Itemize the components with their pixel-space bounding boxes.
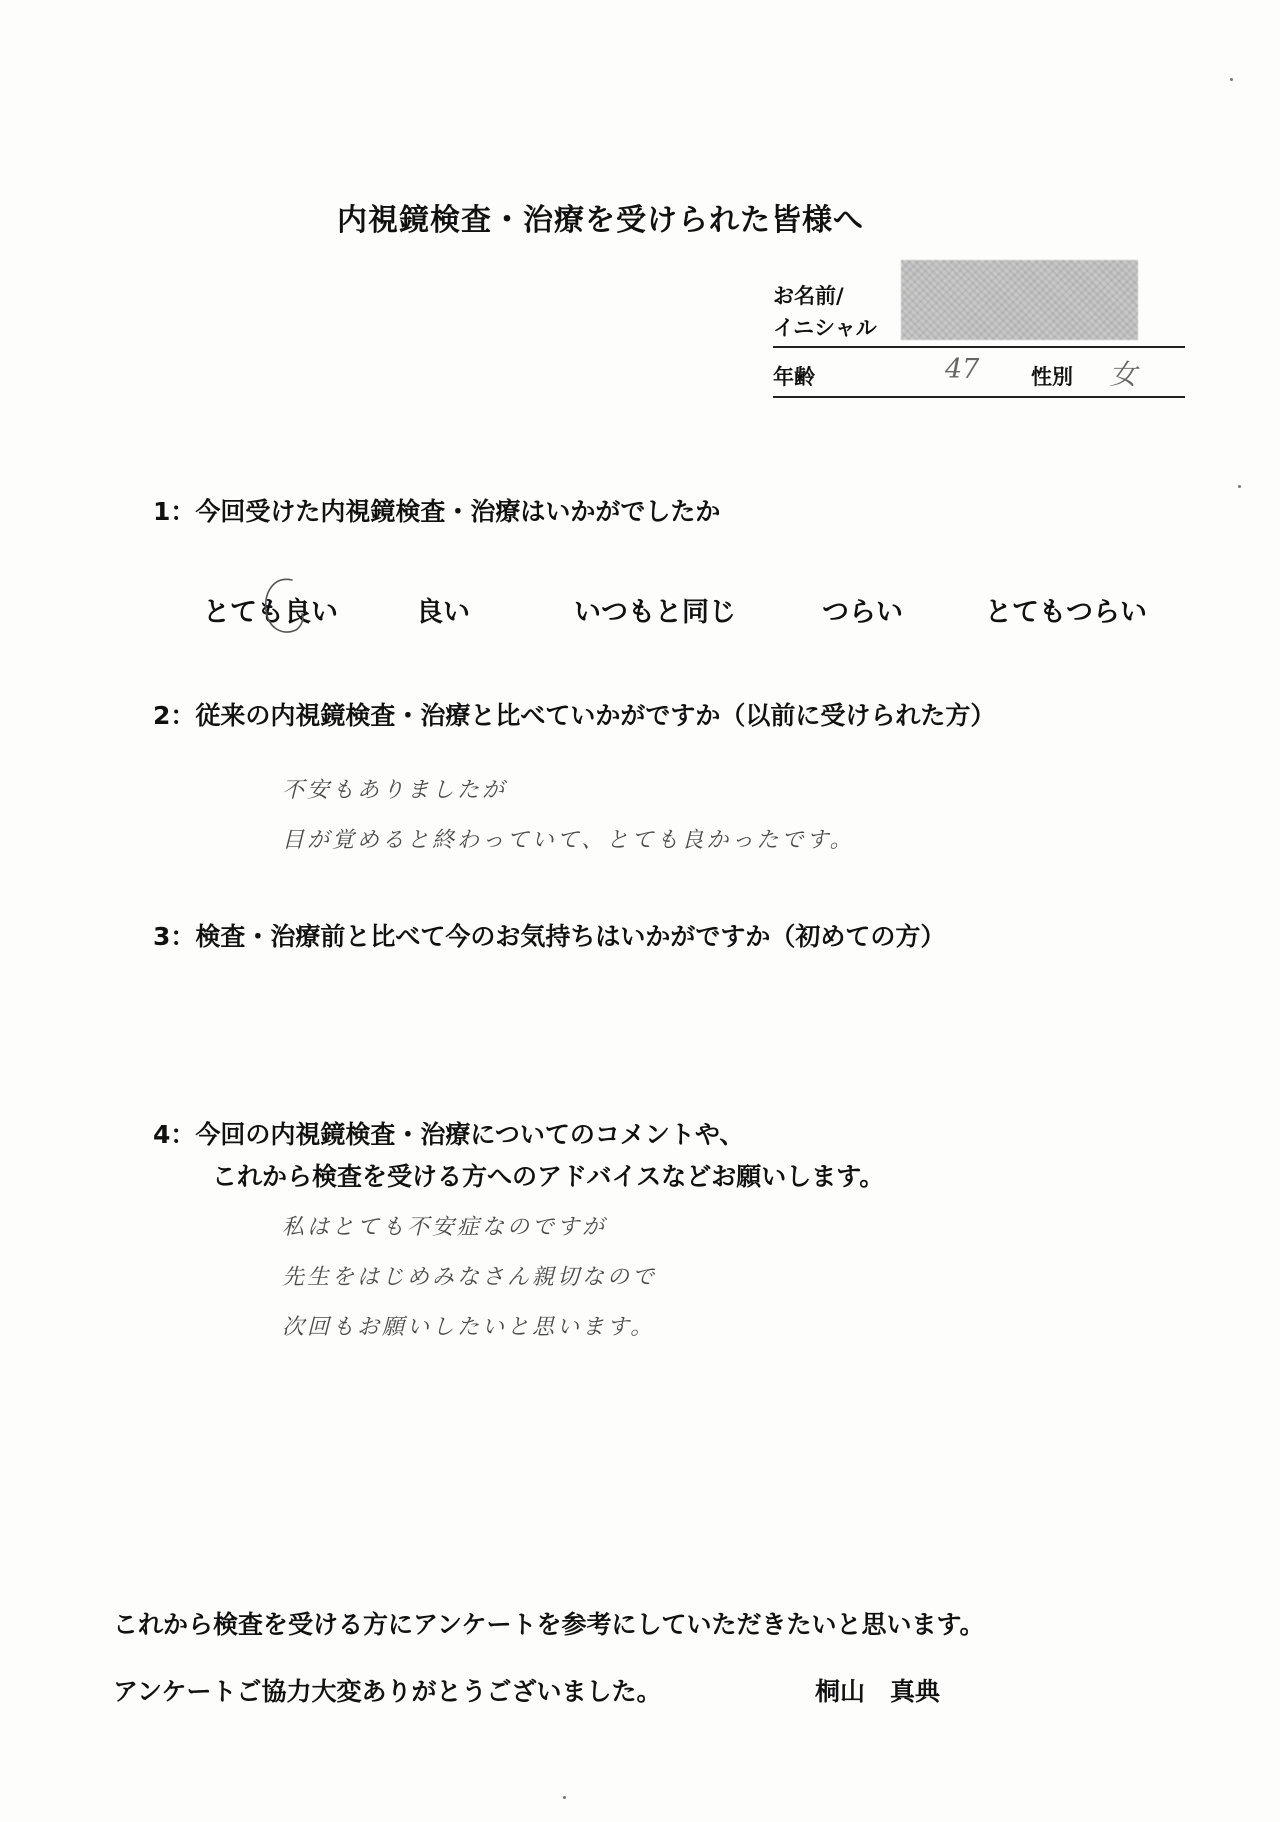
scan-speck <box>563 1796 566 1799</box>
footer-line-2: アンケートご協力大変ありがとうございました。 <box>113 1677 662 1706</box>
q4-answer-line-3: 次回もお願いしたいと思います。 <box>282 1315 656 1340</box>
age-value: 47 <box>945 354 980 385</box>
option-very-good[interactable]: とても良い <box>203 597 338 628</box>
age-underline <box>773 396 1185 398</box>
question-1: 1：今回受けた内視鏡検査・治療はいかがでしたか <box>153 497 721 526</box>
hand-drawn-circle-mark <box>262 576 306 640</box>
name-underline <box>773 346 1185 348</box>
q2-answer-line-2: 目が覚めると終わっていて、とても良かったです。 <box>282 828 855 853</box>
question-4-line-1: 4：今回の内視鏡検査・治療についてのコメントや、 <box>153 1120 745 1149</box>
q2-answer-line-1: 不安もありましたが <box>282 778 508 803</box>
q4-answer-line-2: 先生をはじめみなさん親切なので <box>282 1265 658 1290</box>
q4-answer-line-1: 私はとても不安症なのですが <box>282 1215 608 1240</box>
sex-label: 性別 <box>1031 365 1073 389</box>
scan-speck <box>1238 485 1241 488</box>
question-3: 3：検査・治療前と比べて今のお気持ちはいかがですか（初めての方） <box>153 922 946 951</box>
scan-speck <box>1230 78 1233 81</box>
signature: 桐山 真典 <box>815 1677 941 1706</box>
name-label: お名前/ <box>773 284 844 308</box>
page-title: 内視鏡検査・治療を受けられた皆様へ <box>337 203 864 238</box>
option-good[interactable]: 良い <box>416 597 470 628</box>
option-very-painful[interactable]: とてもつらい <box>985 597 1147 628</box>
redacted-name <box>901 260 1138 340</box>
respondent-info <box>773 258 1185 398</box>
age-label: 年齢 <box>773 365 815 389</box>
question-4-line-2: これから検査を受ける方へのアドバイスなどお願いします。 <box>212 1162 885 1191</box>
option-same-as-usual[interactable]: いつもと同じ <box>574 597 736 628</box>
footer-line-1: これから検査を受ける方にアンケートを参考にしていただきたいと思います。 <box>113 1610 985 1639</box>
sex-value: 女 <box>1109 358 1138 391</box>
initial-label: イニシャル <box>773 316 877 340</box>
option-painful[interactable]: つらい <box>822 597 903 628</box>
question-2: 2：従来の内視鏡検査・治療と比べていかがですか（以前に受けられた方） <box>153 701 996 730</box>
